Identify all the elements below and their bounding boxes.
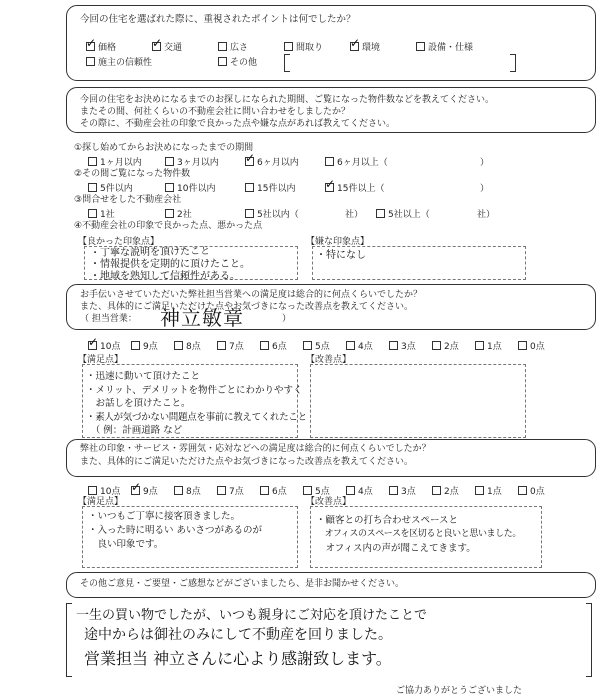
q2-s2-close: ） — [480, 184, 490, 194]
q4-score-3[interactable]: 3点 — [389, 484, 416, 497]
good-impression-line: ・情報提供を定期的に頂けたこと。 — [90, 259, 250, 270]
checkbox[interactable] — [389, 341, 398, 350]
q3-score-7[interactable]: 7点 — [217, 339, 244, 352]
q3-rep-label: （ 担当営業： — [80, 314, 137, 324]
checkbox[interactable] — [303, 341, 312, 350]
q1-option-environment[interactable]: ✓ 環境 — [350, 40, 380, 53]
q1-option-equipment[interactable]: 設備・仕様 — [416, 40, 473, 53]
q4-score-1[interactable]: 1点 — [475, 484, 502, 497]
q2-s1-option-2[interactable]: 3ヶ月以内 — [165, 155, 219, 168]
q4-score-6[interactable]: 6点 — [260, 484, 287, 497]
q2-s2-option-1[interactable]: 5件以内 — [88, 181, 133, 194]
checkbox[interactable] — [217, 341, 226, 350]
q1-other-bracket-right — [510, 54, 516, 72]
q2-s1-option-3[interactable]: ✓ 6ヶ月以内 — [245, 155, 299, 168]
bad-impression-line: ・特になし — [316, 250, 366, 261]
footer-thanks: ご協力ありがとうございました — [396, 686, 523, 696]
q5-comment-line: 営業担当 神立さんに心より感謝致します。 — [84, 649, 392, 668]
q2-intro-line-2: またその間、何社くらいの不動産会社に問い合わせをしましたか？ — [80, 107, 351, 117]
checkbox[interactable] — [245, 209, 254, 218]
q1-option-transport[interactable]: ✓ 交通 — [152, 40, 182, 53]
checkbox[interactable] — [88, 209, 97, 218]
checkbox[interactable] — [389, 486, 398, 495]
q3-score-4[interactable]: 4点 — [346, 339, 373, 352]
q5-intro: その他ご意見・ご要望・ご感想などがございましたら、是非お聞かせください。 — [80, 579, 405, 589]
q4-satisfied-line: ・入った時に明るい あいさつがあるのが — [88, 525, 263, 536]
q3-score-1[interactable]: 1点 — [475, 339, 502, 352]
q1-title: 今回の住宅を選ばれた際に、重視されたポイントは何でしたか？ — [80, 14, 356, 25]
q1-option-other[interactable]: その他 — [218, 55, 257, 68]
q1-option-size[interactable]: 広さ — [218, 40, 248, 53]
q3-satisfied-line: お話しを頂けたこと。 — [86, 398, 191, 409]
q3-satisfied-line: ・迅速に動いて頂けたこと — [86, 371, 201, 382]
checkbox[interactable] — [218, 57, 227, 66]
q4-score-5[interactable]: 5点 — [303, 484, 330, 497]
good-impression-line: ・丁寧な説明を頂けたこと — [89, 245, 211, 260]
q2-s1-title: ①探し始めてからお決めになったまでの期間 — [74, 143, 254, 153]
q5-comment-line: 一生の買い物でしたが、いつも親身にご対応を頂けたことで — [76, 608, 428, 623]
checkbox[interactable] — [475, 341, 484, 350]
checkbox[interactable] — [260, 341, 269, 350]
q3-score-10[interactable]: ✓ 10点 — [88, 339, 120, 352]
q5-comment-line: 途中からは御社のみにして不動産を回りました。 — [84, 627, 392, 643]
q3-rep-close: ） — [282, 314, 292, 324]
checkbox[interactable] — [325, 183, 334, 192]
q4-satisfied-line: 良い印象です。 — [88, 539, 164, 550]
checkbox[interactable] — [518, 341, 527, 350]
checkbox[interactable] — [165, 209, 174, 218]
q4-intro-line-2: また、具体的にご満足いただけた点やお気づきになった改善点を教えてください。 — [80, 457, 414, 467]
checkbox[interactable] — [88, 183, 97, 192]
q2-s1-option-1[interactable]: 1ヶ月以内 — [88, 155, 142, 168]
q2-s2-title: ②その間ご覧になった物件数 — [74, 169, 191, 179]
q5-bracket-right — [586, 603, 592, 677]
checkbox[interactable] — [88, 341, 97, 350]
q4-score-8[interactable]: 8点 — [174, 484, 201, 497]
q3-score-5[interactable]: 5点 — [303, 339, 330, 352]
q2-s1-close: ） — [480, 158, 490, 168]
q2-s1-option-4[interactable]: 6ヶ月以上（ — [325, 155, 388, 168]
q1-option-reliability[interactable]: 施主の信頼性 — [86, 55, 152, 68]
q2-s2-option-2[interactable]: 10件以内 — [165, 181, 215, 194]
q4-score-7[interactable]: 7点 — [217, 484, 244, 497]
checkbox[interactable] — [245, 157, 254, 166]
checkbox[interactable] — [284, 42, 293, 51]
good-impression-title: 【良かった印象点】 — [78, 237, 160, 247]
q4-score-2[interactable]: 2点 — [432, 484, 459, 497]
q3-satisfied-line: （ 例：計画道路 など — [86, 425, 183, 436]
checkbox[interactable] — [432, 486, 441, 495]
checkbox[interactable] — [131, 486, 140, 495]
checkbox[interactable] — [325, 157, 334, 166]
q4-satisfied-title: 【満足点】 — [78, 497, 124, 507]
checkbox[interactable] — [88, 157, 97, 166]
q1-option-layout[interactable]: 間取り — [284, 40, 323, 53]
q2-s3-option-2[interactable]: 2社 — [165, 207, 192, 220]
q3-rep-name: 神立敏章 — [160, 306, 244, 330]
q2-s4-title: ④不動産会社の印象で良かった点、悪かった点 — [74, 221, 263, 231]
checkbox[interactable] — [86, 42, 95, 51]
q3-score-3[interactable]: 3点 — [389, 339, 416, 352]
q2-s2-option-4[interactable]: ✓ 15件以上（ — [325, 181, 384, 194]
q3-score-6[interactable]: 6点 — [260, 339, 287, 352]
checkbox[interactable] — [165, 157, 174, 166]
q2-s3-title: ③問合せをした不動産会社 — [74, 195, 182, 205]
checkbox[interactable] — [245, 183, 254, 192]
q2-s3-option-3[interactable]: 5社以内（ — [245, 207, 299, 220]
checkbox[interactable] — [346, 341, 355, 350]
q2-intro-line-3: その際に、不動産会社の印象で良かった点や嫌な点があれば教えてください。 — [80, 119, 396, 129]
q4-score-9[interactable]: ✓ 9点 — [131, 484, 158, 497]
q4-score-10[interactable]: 10点 — [88, 484, 120, 497]
q2-s2-option-3[interactable]: 15件以内 — [245, 181, 295, 194]
checkbox[interactable] — [432, 341, 441, 350]
q4-score-0[interactable]: 0点 — [518, 484, 545, 497]
checkbox[interactable] — [475, 486, 484, 495]
q4-satisfied-line: ・いつもご丁寧に接客頂きました。 — [88, 511, 241, 522]
q4-score-4[interactable]: 4点 — [346, 484, 373, 497]
q3-improve-title: 【改善点】 — [306, 355, 352, 365]
q3-satisfied-title: 【満足点】 — [78, 355, 124, 365]
q2-intro-line-1: 今回の住宅をお決めになるまでのお探しになられた期間、ご覧になった物件数などを教えてください。 — [80, 95, 495, 105]
checkbox[interactable] — [416, 42, 425, 51]
checkbox[interactable] — [131, 341, 140, 350]
checkbox[interactable] — [518, 486, 527, 495]
checkbox[interactable] — [152, 42, 161, 51]
q3-satisfied-line: ・メリット、デメリットを物件ごとにわかりやすく — [86, 385, 303, 396]
q2-s3-option-4[interactable]: 5社以上（ — [376, 207, 430, 220]
checkbox[interactable] — [174, 486, 183, 495]
q3-intro-line-1: お手伝いさせていただいた弊社担当営業への満足度は総合的に何点くらいでしたか？ — [80, 290, 423, 300]
q4-improve-line: オフィスのスペースを区切ると良いと思いました。 — [316, 529, 521, 539]
q2-s3-option-1[interactable]: 1社 — [88, 207, 115, 220]
q5-bracket-left — [66, 603, 72, 677]
q3-score-8[interactable]: 8点 — [174, 339, 201, 352]
checkbox[interactable] — [350, 42, 359, 51]
q3-score-9[interactable]: 9点 — [131, 339, 158, 352]
q4-improve-title: 【改善点】 — [306, 497, 352, 507]
checkbox[interactable] — [218, 42, 227, 51]
checkbox[interactable] — [86, 57, 95, 66]
good-impression-line: ・地域を熟知して信頼性がある。 — [90, 271, 240, 282]
q2-s3-unit-2: 社） — [477, 210, 496, 220]
q3-score-2[interactable]: 2点 — [432, 339, 459, 352]
q4-intro-line-1: 弊社の印象・サービス・雰囲気・応対などへの満足度は総合的に何点くらいでしたか？ — [80, 444, 431, 454]
q3-intro-line-2: また、具体的にご満足いただけた点やお気づきになった改善点を教えてください。 — [80, 302, 414, 312]
checkbox[interactable] — [174, 341, 183, 350]
checkbox[interactable] — [260, 486, 269, 495]
q3-score-0[interactable]: 0点 — [518, 339, 545, 352]
checkbox[interactable] — [376, 209, 385, 218]
checkbox[interactable] — [165, 183, 174, 192]
bad-impression-title: 【嫌な印象点】 — [306, 237, 370, 247]
q1-option-price[interactable]: ✓ 価格 — [86, 40, 116, 53]
q1-other-bracket-left — [284, 54, 290, 72]
q4-improve-line: オフィス内の声が聞こえてきます。 — [316, 543, 476, 554]
q2-s3-unit-1: 社） — [345, 210, 364, 220]
q3-improve-box — [310, 364, 526, 438]
q3-satisfied-line: ・素人が気づかない問題点を事前に教えてくれたこと — [86, 412, 307, 423]
q4-improve-line: ・顧客との打ち合わせスペースと — [316, 515, 459, 526]
checkbox[interactable] — [217, 486, 226, 495]
